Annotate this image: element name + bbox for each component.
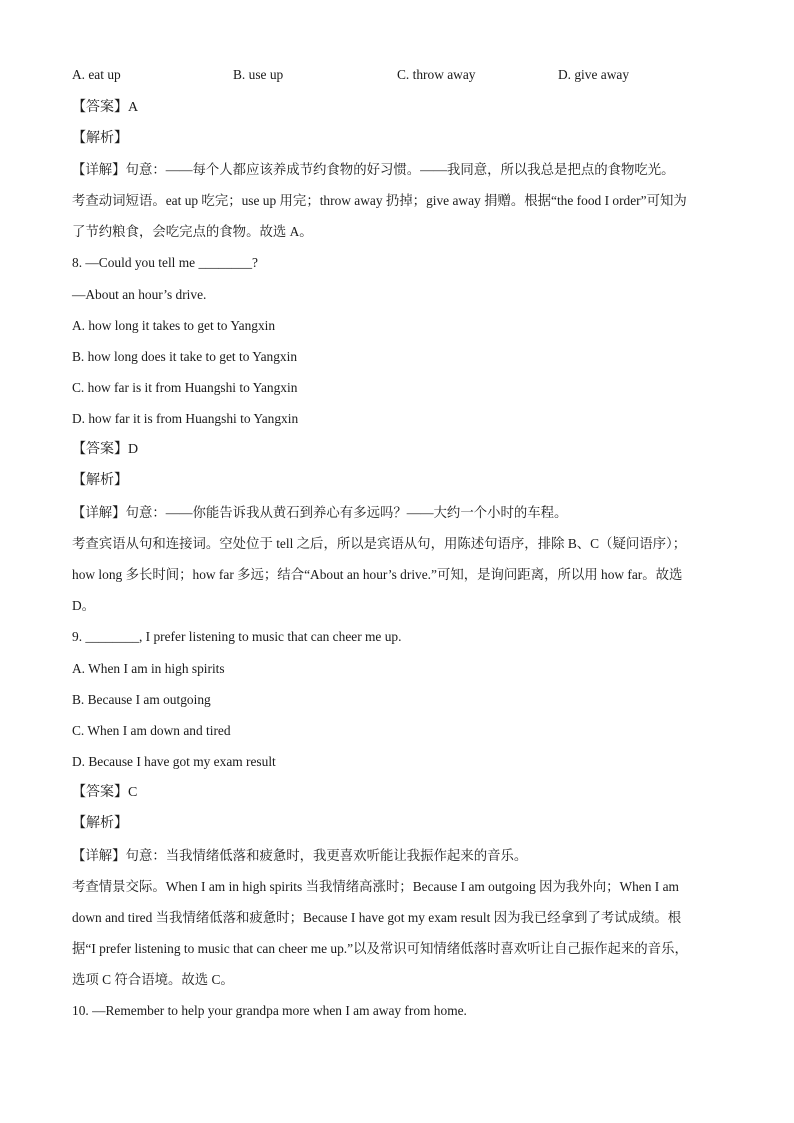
q8-option-c: C. how far is it from Huangshi to Yangxin [72, 380, 298, 395]
q7-option-c: C. throw away [397, 67, 476, 82]
q8-option-b: B. how long does it take to get to Yangxin [72, 349, 298, 364]
q9-detail-line: 【详解】句意：当我情绪低落和疲惫时，我更喜欢听能让我振作起来的音乐。 [72, 848, 528, 863]
q10-stem: 10. —Remember to help your grandpa more when I am away from home. [72, 1003, 467, 1018]
q9-option-a: A. When I am in high spirits [72, 661, 225, 676]
q7-answer: 【答案】A [72, 100, 139, 115]
q7-analysis-label: 【解析】 [72, 131, 128, 146]
q8-detail-line: how long 多长时间；how far 多远；结合“About an hour’s drive.”可知，是询问距离，所以用 how far。故选 [72, 567, 683, 582]
q7-option-b: B. use up [233, 67, 284, 82]
q7-detail-line: 了节约粮食，会吃完点的食物。故选 A。 [72, 224, 313, 239]
q7-option-d: D. give away [558, 67, 630, 82]
q9-option-b: B. Because I am outgoing [72, 692, 211, 707]
q8-analysis-label: 【解析】 [72, 473, 128, 488]
q8-detail-line: 考查宾语从句和连接词。空处位于 tell 之后，所以是宾语从句，用陈述句语序，排除 B、C（疑问语序）； [72, 536, 687, 551]
q7-options [72, 67, 722, 85]
q9-option-c: C. When I am down and tired [72, 723, 231, 738]
q9-answer: 【答案】C [72, 785, 138, 800]
q8-detail-line: 【详解】句意：——你能告诉我从黄石到养心有多远吗？——大约一个小时的车程。 [72, 505, 568, 520]
q9-stem: 9. ________, I prefer listening to music that can cheer me up. [72, 629, 402, 644]
q9-analysis-label: 【解析】 [72, 816, 128, 831]
q8-answer: 【答案】D [72, 442, 139, 457]
q8-option-a: A. how long it takes to get to Yangxin [72, 318, 276, 333]
q7-detail-line: 考查动词短语。eat up 吃完；use up 用完；throw away 扔掉；give away 捐赠。根据“the food I order”可知为 [72, 193, 687, 208]
q9-detail-line: down and tired 当我情绪低落和疲惫时；Because I have got my exam result 因为我已经拿到了考试成绩。根 [72, 910, 682, 925]
q8-option-d: D. how far it is from Huangshi to Yangxin [72, 411, 299, 426]
q8-reply: —About an hour’s drive. [72, 287, 207, 302]
q8-stem: 8. —Could you tell me ________? [72, 255, 258, 270]
q9-detail-line: 选项 C 符合语境。故选 C。 [72, 972, 234, 987]
q9-detail-line: 考查情景交际。When I am in high spirits 当我情绪高涨时；Because I am outgoing 因为我外向；When I am [72, 879, 679, 894]
q7-option-a: A. eat up [72, 67, 121, 82]
q7-detail-line: 【详解】句意：——每个人都应该养成节约食物的好习惯。——我同意，所以我总是把点的食物吃光。 [72, 162, 675, 177]
q9-detail-line: 据“I prefer listening to music that can cheer me up.”以及常识可知情绪低落时喜欢听让自己振作起来的音乐， [72, 941, 688, 956]
q9-option-d: D. Because I have got my exam result [72, 754, 276, 769]
q8-detail-line: D。 [72, 598, 96, 613]
